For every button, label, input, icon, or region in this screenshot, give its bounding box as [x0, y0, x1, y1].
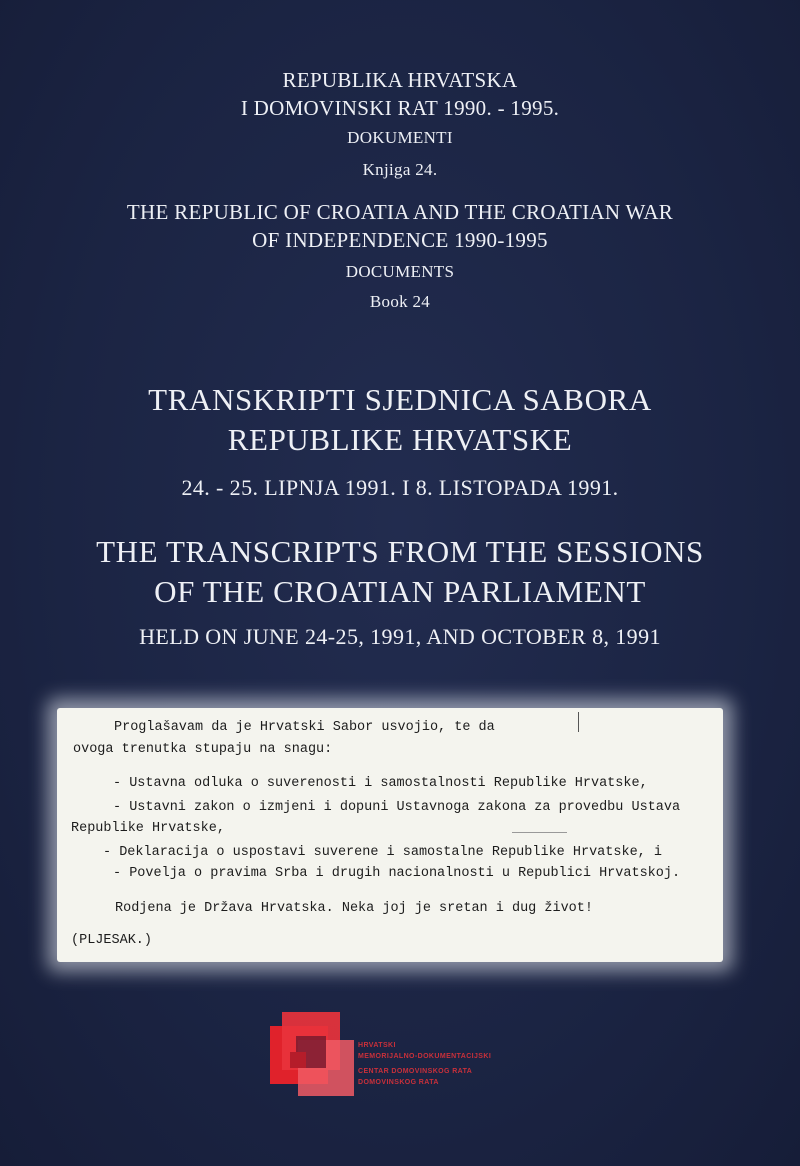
document-item-declaration: - Deklaracija o uspostavi suverene i samostalne Republike Hrvatske, i: [103, 845, 662, 860]
document-line-closing: Rodjena je Država Hrvatska. Neka joj je sretan i dug život!: [115, 901, 593, 916]
series-title-en-line2: OF INDEPENDENCE 1990-1995: [252, 228, 548, 252]
scan-artifact: [578, 712, 579, 732]
main-title-hr-line2: REPUBLIKE HRVATSKE: [227, 422, 573, 457]
publisher-logo: [270, 1012, 360, 1102]
book-number-en: Book 24: [369, 292, 431, 311]
series-label-hr: DOKUMENTI: [347, 128, 453, 147]
scan-artifact: [512, 832, 567, 833]
document-item-constitutional-law-cont: Republike Hrvatske,: [71, 821, 225, 836]
document-line-proclamation: Proglašavam da je Hrvatski Sabor usvojio, te da: [114, 720, 495, 735]
series-title-hr-line1: REPUBLIKA HRVATSKA: [282, 68, 518, 92]
dates-hr: 24. - 25. LIPNJA 1991. I 8. LISTOPADA 1991.: [181, 475, 619, 500]
document-item-constitutional-law: - Ustavni zakon o izmjeni i dopuni Ustavnoga zakona za provedbu Ustava: [113, 800, 681, 815]
document-item-charter: - Povelja o pravima Srba i drugih nacionalnosti u Republici Hrvatskoj.: [113, 866, 681, 881]
document-item-constitutional-decision: - Ustavna odluka o suverenosti i samostalnosti Republike Hrvatske,: [113, 776, 648, 791]
publisher-name-line1: HRVATSKI: [358, 1042, 396, 1049]
series-title-hr-line2: I DOMOVINSKI RAT 1990. - 1995.: [240, 96, 560, 120]
document-line-effective: ovoga trenutka stupaju na snagu:: [73, 742, 333, 757]
series-title-en-line1: THE REPUBLIC OF CROATIA AND THE CROATIAN WAR: [126, 200, 674, 224]
document-excerpt: [57, 708, 723, 962]
main-title-en-line1: THE TRANSCRIPTS FROM THE SESSIONS: [96, 534, 704, 569]
publisher-name-line2: MEMORIJALNO-DOKUMENTACIJSKI: [358, 1053, 492, 1060]
publisher-name-line4: DOMOVINSKOG RATA: [358, 1079, 439, 1086]
main-title-en-line2: OF THE CROATIAN PARLIAMENT: [154, 574, 646, 609]
main-title-hr-line1: TRANSKRIPTI SJEDNICA SABORA: [148, 382, 652, 417]
dates-en: HELD ON JUNE 24-25, 1991, AND OCTOBER 8, 1991: [139, 624, 661, 649]
series-label-en: DOCUMENTS: [345, 262, 455, 281]
publisher-name-line3: CENTAR DOMOVINSKOG RATA: [358, 1068, 473, 1075]
book-number-hr: Knjiga 24.: [362, 160, 438, 179]
document-line-applause: (PLJESAK.): [71, 933, 153, 948]
